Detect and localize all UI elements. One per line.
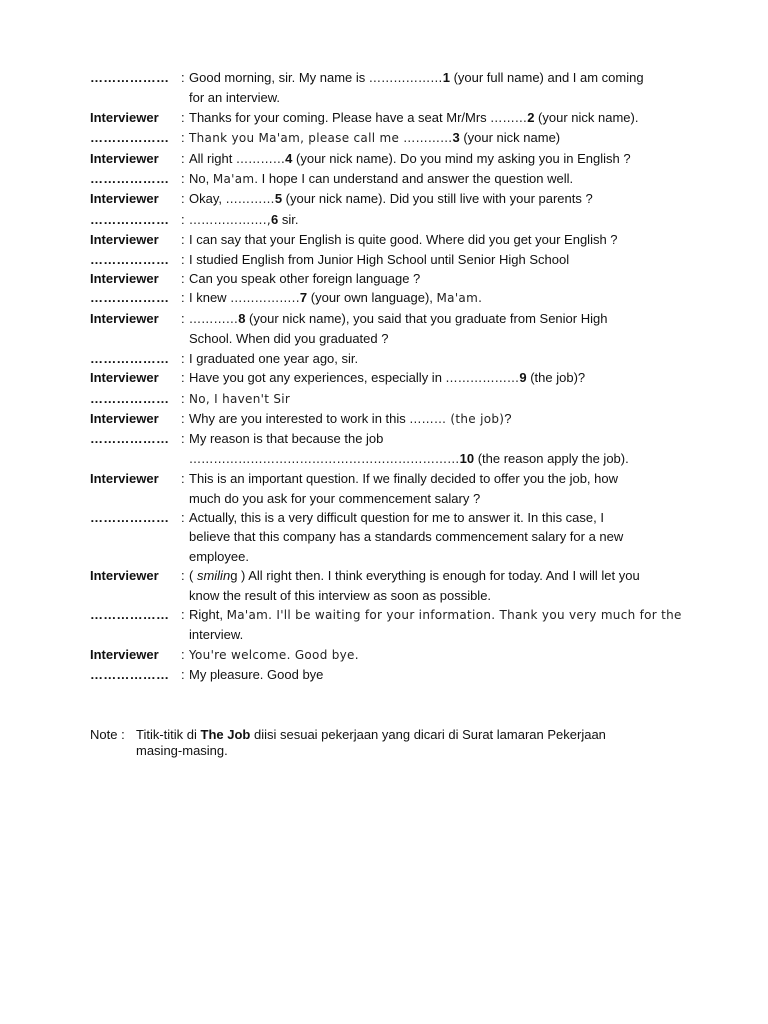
text-line [189,169,690,189]
text-segment: (your nick name), you said that you graduate from Senior High [245,310,608,326]
colon: : [181,606,185,622]
interview-dialogue [90,68,690,685]
text-line [189,508,690,527]
note-label: Note : [90,727,125,742]
text-segment: My reason is that because the job [189,431,384,447]
colon: : [181,109,185,125]
text-line [189,409,690,429]
turn-text [189,108,690,128]
blank-number: 8 [238,310,246,326]
text-segment: ………… [235,151,286,166]
text-line [189,566,690,585]
blank-number: 3 [452,130,460,146]
turn-text [189,288,690,308]
turn-text [189,645,690,665]
speaker-interviewer: Interviewer [90,370,159,386]
speaker-interviewer: Interviewer [90,191,159,207]
text-line [189,349,690,368]
text-segment: know the result of this interview as soon as possible. [189,587,492,603]
text-line [189,68,690,88]
speaker-blank: ……………… [90,211,170,227]
text-segment: for an interview. [189,90,281,106]
text-line [189,230,690,249]
text-segment: No, I haven't Sir [189,391,291,406]
text-segment: diisi sesuai pekerjaan yang dicari di Surat lamaran Pekerjaan [250,727,606,742]
blank-number: 5 [274,191,283,207]
speaker-blank: ……………… [90,171,170,187]
colon: : [181,171,185,187]
text-line [189,210,690,230]
blank-number: 10 [459,450,475,466]
turn-text [189,189,690,209]
text-line [189,665,690,684]
speaker-blank: ……………… [90,251,170,267]
text-segment: interview. [189,627,244,643]
blank-number: 7 [299,290,308,306]
dialogue-turn [90,409,690,429]
text-line [189,449,690,469]
dialogue-turn [90,309,690,349]
text-segment: g ) All right then. I think everything is enough for today. And I will let you [230,568,640,584]
text-segment: ………… [189,311,239,326]
colon: : [181,290,185,306]
text-line [189,108,690,128]
turn-text [189,508,690,566]
text-line [189,547,690,566]
speaker-interviewer: Interviewer [90,150,159,166]
dialogue-turn [90,288,690,308]
turn-text [189,309,690,349]
colon: : [181,232,185,248]
speaker-interviewer: Interviewer [90,310,159,326]
text-line [136,727,606,743]
speaker-interviewer: Interviewer [90,232,159,248]
dialogue-turn [90,349,690,368]
colon: : [181,646,185,662]
speaker-blank: ……………… [90,390,170,406]
text-line [189,527,690,546]
turn-text [189,269,690,288]
text-segment: (the job)? [526,370,586,386]
text-segment: Thanks for your coming. Please have a seat Mr/Mrs [189,109,491,125]
turn-text [189,349,690,368]
text-line [189,469,690,488]
text-segment: (your nick name). [534,109,639,125]
text-segment: (your nick name) [459,130,561,146]
text-segment: ( [189,568,197,584]
text-segment: Right, [189,606,227,622]
text-segment: Okay, [189,191,226,207]
speaker-interviewer: Interviewer [90,109,159,125]
speaker-blank: ……………… [90,667,170,683]
text-segment: (your nick name). Did you still live with your parents ? [282,191,593,207]
text-segment: Titik-titik di [136,727,201,742]
blank-number: 9 [519,370,527,386]
text-line [189,389,690,409]
text-segment: Ma'am [212,172,255,187]
text-segment: ……………… [368,71,443,85]
blank-number: 6 [271,211,279,227]
colon: : [181,150,185,166]
dialogue-turn [90,230,690,249]
turn-text [189,230,690,249]
text-line [189,189,690,209]
text-segment: smilin [196,568,231,584]
text-segment: I can say that your English is quite good. Where did you get your English ? [189,232,618,248]
text-segment: I graduated one year ago, sir. [189,350,359,366]
text-segment: Thank you Ma'am, please call me [189,131,404,146]
text-segment: ………………., [189,212,272,227]
dialogue-turn [90,210,690,230]
blank-number: The Job [200,727,251,742]
colon: : [181,410,185,426]
dialogue-turn [90,605,690,645]
text-segment: employee. [189,548,249,564]
colon: : [181,211,185,227]
text-line [189,586,690,605]
text-segment: masing-masing. [136,743,228,758]
blank-number: 4 [285,150,293,166]
text-line [189,489,690,508]
turn-text [189,210,690,230]
text-line [189,329,690,348]
text-segment: (your own language), [307,290,437,306]
speaker-blank: ……………… [90,290,170,306]
text-segment: (the reason apply the job). [474,450,629,466]
blank-number: 2 [527,109,535,125]
text-line [189,250,690,269]
colon: : [181,350,185,366]
text-line [189,429,690,448]
text-line [189,88,690,107]
colon: : [181,667,185,683]
speaker-interviewer: Interviewer [90,410,159,426]
text-segment: Good morning, sir. My name is [189,70,369,85]
text-line [189,128,690,148]
colon: : [181,390,185,406]
colon: : [181,310,185,326]
text-segment: sir. [278,211,299,227]
speaker-blank: ……………… [90,130,170,146]
text-line [189,645,690,665]
turn-text [189,605,690,645]
text-line [189,625,690,644]
speaker-blank: ……………… [90,70,170,85]
dialogue-turn [90,429,690,469]
note-text [136,727,606,759]
dialogue-turn [90,368,690,388]
colon: : [181,431,185,447]
speaker-blank: ……………… [90,606,170,622]
dialogue-turn [90,250,690,269]
turn-text [189,169,690,189]
text-segment: much do you ask for your commencement salary ? [189,490,481,506]
text-segment: School. When did you graduated ? [189,331,389,347]
text-segment: This is an important question. If we finally decided to offer you the job, how [189,471,618,487]
text-segment: ………………………………………………………… [189,451,460,466]
note-section [90,727,690,759]
speaker-blank: ……………… [90,431,170,447]
text-segment: . I hope I can understand and answer the question well. [254,171,574,187]
dialogue-turn [90,269,690,288]
text-segment: Why are you interested to work in this [189,410,410,426]
blank-number: 1 [442,70,450,85]
speaker-blank: ……………… [90,350,170,366]
turn-text [189,429,690,469]
text-segment: All right [189,150,236,166]
turn-text [189,566,690,605]
colon: : [181,191,185,207]
text-segment: I studied English from Junior High School until Senior High School [189,251,570,267]
colon: : [181,471,185,487]
text-segment: ……… (the job) [409,411,505,426]
colon: : [181,251,185,267]
dialogue-turn [90,189,690,209]
dialogue-turn [90,128,690,148]
dialogue-turn [90,389,690,409]
turn-text [189,665,690,684]
text-line [189,269,690,288]
text-segment: ………… [403,131,453,146]
speaker-interviewer: Interviewer [90,471,159,487]
dialogue-turn [90,508,690,566]
text-segment: ……………… [445,371,520,386]
text-segment: My pleasure. Good bye [189,667,324,683]
colon: : [181,271,185,287]
turn-text [189,409,690,429]
text-segment: believe that this company has a standards commencement salary for a new [189,529,624,545]
text-segment: Actually, this is a very difficult question for me to answer it. In this case, I [189,509,604,525]
text-segment: Have you got any experiences, especially in [189,370,446,386]
text-line [189,605,690,625]
text-line [189,149,690,169]
text-segment: No, [189,171,213,187]
text-segment: Ma'am. [436,291,483,306]
text-segment: ? [504,410,512,426]
text-line [189,288,690,308]
text-segment: I knew [189,290,231,306]
dialogue-turn [90,469,690,508]
colon: : [181,70,185,85]
text-line [189,368,690,388]
text-segment: ……… [490,110,528,125]
speaker-blank: ……………… [90,509,170,525]
text-segment: (your nick name). Do you mind my asking you in English ? [292,150,631,166]
dialogue-turn [90,68,690,108]
text-line [189,309,690,329]
text-line [136,743,606,759]
speaker-interviewer: Interviewer [90,646,159,662]
dialogue-turn [90,645,690,665]
turn-text [189,128,690,148]
turn-text [189,250,690,269]
speaker-interviewer: Interviewer [90,568,159,584]
text-segment: You're welcome. Good bye. [189,647,359,662]
turn-text [189,68,690,108]
turn-text [189,389,690,409]
text-segment: Can you speak other foreign language ? [189,271,421,287]
dialogue-turn [90,169,690,189]
turn-text [189,368,690,388]
turn-text [189,469,690,508]
text-segment: (your full name) and I am coming [449,70,644,85]
colon: : [181,568,185,584]
text-segment: Ma'am. I'll be waiting for your information. Thank you very much for the [226,607,682,622]
colon: : [181,509,185,525]
turn-text [189,149,690,169]
text-segment: ………… [225,192,275,207]
colon: : [181,370,185,386]
speaker-interviewer: Interviewer [90,271,159,287]
text-segment: …………….. [230,291,300,306]
dialogue-turn [90,665,690,684]
dialogue-turn [90,108,690,128]
dialogue-turn [90,566,690,605]
colon: : [181,130,185,146]
dialogue-turn [90,149,690,169]
